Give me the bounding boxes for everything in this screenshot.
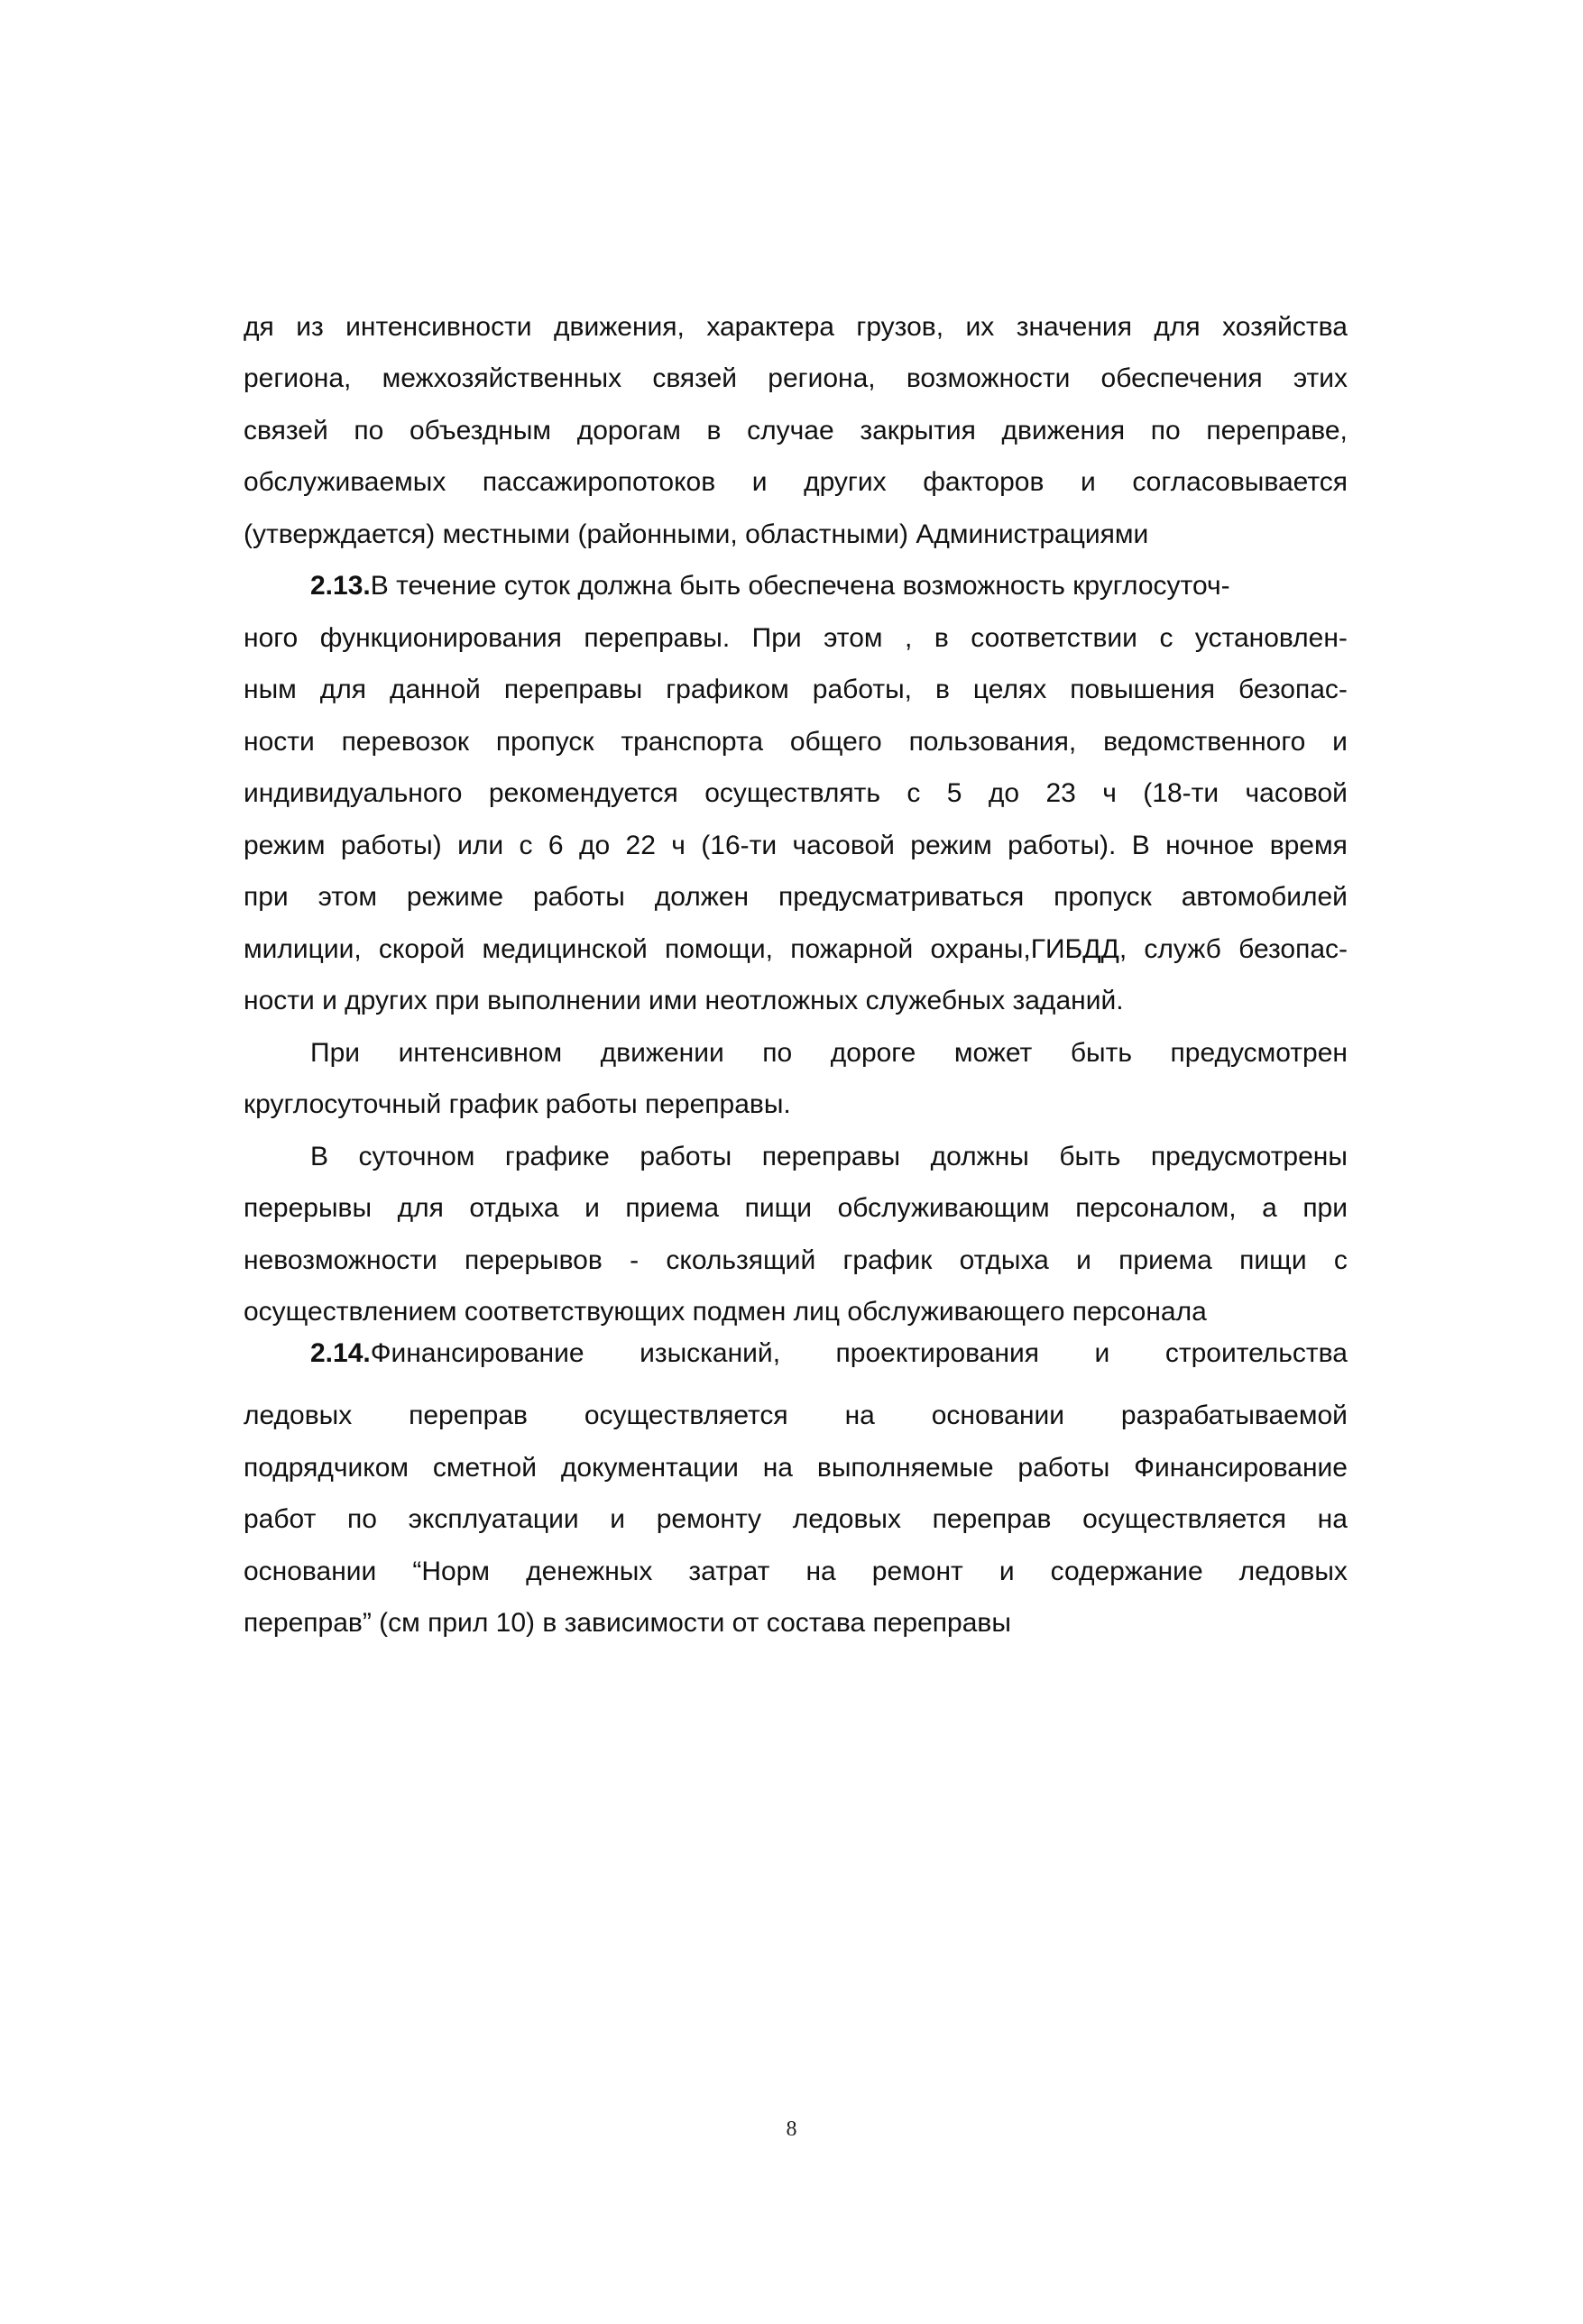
word: работы).	[1008, 830, 1117, 860]
word: на	[844, 1401, 875, 1431]
word: пропуск	[1054, 882, 1152, 913]
word: работы)	[340, 830, 442, 860]
text-line	[244, 1442, 1348, 1494]
text-line	[244, 457, 1348, 510]
word: отдыха	[959, 1245, 1049, 1275]
word: переправы.	[584, 622, 731, 653]
paragraph-daily-schedule	[244, 1131, 1348, 1338]
word: графиком	[666, 675, 789, 705]
word: переправы	[503, 675, 643, 705]
word: межхозяйственных	[382, 363, 622, 394]
word: ледовых	[1238, 1556, 1348, 1586]
word: переправы	[761, 1141, 901, 1171]
word: отдыха	[469, 1193, 559, 1224]
text-line	[244, 301, 1348, 354]
word: документации	[560, 1452, 739, 1483]
word: пищи	[1239, 1245, 1307, 1275]
word: помощи,	[665, 933, 774, 964]
word: обслуживаемых	[244, 467, 446, 498]
word: грузов,	[856, 311, 944, 342]
section-number: 2.14.	[310, 1338, 371, 1368]
word: по	[354, 415, 384, 446]
word: служб	[1144, 933, 1221, 964]
word: случае	[747, 415, 834, 446]
word: для	[397, 1193, 444, 1224]
word: 5	[946, 778, 962, 809]
document-body	[244, 301, 1348, 1649]
word: безопас-	[1238, 675, 1348, 705]
word: закрытия	[860, 415, 976, 446]
text-line	[244, 405, 1348, 457]
word: переправ	[932, 1504, 1052, 1535]
text-line: осуществлением соответствующих подмен лиц обслуживающего персонала	[244, 1297, 1207, 1327]
text-line	[244, 612, 1348, 665]
word: в	[706, 415, 722, 446]
word: с	[907, 778, 921, 809]
word: режиме	[406, 882, 504, 913]
word: пищи	[744, 1193, 813, 1224]
text-line: круглосуточный график работы переправы.	[244, 1089, 791, 1120]
word: с	[1159, 622, 1173, 653]
word: пользования,	[908, 726, 1077, 757]
word: проектирования	[835, 1338, 1040, 1368]
paragraph-2-14	[244, 1338, 1348, 1649]
word: других	[804, 467, 887, 498]
word: ности	[244, 726, 315, 757]
word: до	[578, 830, 611, 860]
word: этом	[824, 622, 883, 653]
paragraph-2-13	[244, 561, 1348, 1028]
text-line	[244, 923, 1348, 976]
word: пожарной	[790, 933, 914, 964]
word: переправе,	[1206, 415, 1348, 446]
word: часовой	[1245, 778, 1348, 809]
word: или	[457, 830, 504, 860]
word: и	[584, 1193, 600, 1224]
word: предусмотрен	[1170, 1037, 1348, 1068]
word: транспорта	[621, 726, 764, 757]
word: повышения	[1070, 675, 1215, 705]
word: общего	[789, 726, 882, 757]
word: ного	[244, 622, 299, 653]
word: выполняемые	[816, 1452, 994, 1483]
word: обслуживающим	[837, 1193, 1050, 1224]
paragraph-continuation	[244, 301, 1348, 561]
word: объездным	[410, 415, 552, 446]
word: основании	[244, 1556, 377, 1586]
word: невозможности	[244, 1245, 437, 1275]
text-line	[244, 768, 1348, 821]
word: работы	[532, 882, 625, 913]
word: 6	[548, 830, 564, 860]
text-line	[244, 1494, 1348, 1547]
text-line	[244, 1391, 1348, 1443]
word: подрядчиком	[244, 1452, 410, 1483]
word: соответствии	[971, 622, 1137, 653]
word: быть	[1059, 1141, 1121, 1171]
word: охраны,ГИБДД,	[930, 933, 1127, 964]
text-line	[244, 872, 1348, 924]
word: установлен-	[1194, 622, 1348, 653]
word: интенсивности	[345, 311, 532, 342]
word: скользящий	[666, 1245, 816, 1275]
word: согласовывается	[1132, 467, 1348, 498]
word: графике	[504, 1141, 610, 1171]
word: 23	[1045, 778, 1076, 809]
word: работы	[1017, 1452, 1110, 1483]
text-line: ности и других при выполнении ими неотложных служебных заданий.	[244, 986, 1124, 1016]
text-line-first	[244, 1131, 1348, 1183]
word: их	[965, 311, 995, 342]
word: денежных	[526, 1556, 653, 1586]
word: “Норм	[412, 1556, 491, 1586]
word: и	[610, 1504, 626, 1535]
word: должны	[930, 1141, 1029, 1171]
word: по	[347, 1504, 377, 1535]
word: ,	[905, 622, 913, 653]
word: персоналом,	[1075, 1193, 1237, 1224]
word: обеспечения	[1100, 363, 1263, 394]
word: осуществляется	[1082, 1504, 1286, 1535]
text-line: переправ” (см прил 10) в зависимости от состава переправы	[244, 1608, 1011, 1639]
word: региона,	[244, 363, 352, 394]
word: перерывов	[465, 1245, 603, 1275]
word: работ	[244, 1504, 317, 1535]
word: в	[934, 675, 950, 705]
text-line-content: В течение суток должна быть обеспечена возможность круглосуточ-	[370, 571, 1230, 602]
word: основании	[931, 1401, 1065, 1431]
word: рекомендуется	[488, 778, 678, 809]
word: ч	[671, 830, 686, 860]
section-number: 2.13.	[310, 571, 371, 602]
word: осуществлять	[704, 778, 881, 809]
word: приема	[1118, 1245, 1212, 1275]
word: с	[1333, 1245, 1348, 1275]
word: работы,	[812, 675, 912, 705]
word: и	[1094, 1338, 1110, 1368]
word: работы	[640, 1141, 732, 1171]
text-line	[244, 1235, 1348, 1287]
word: режим	[244, 830, 326, 860]
word: функционирования	[319, 622, 562, 653]
word: по	[1150, 415, 1181, 446]
word: затрат	[688, 1556, 770, 1586]
word: значения	[1016, 311, 1132, 342]
word: интенсивном	[398, 1037, 563, 1068]
word: в	[934, 622, 949, 653]
paragraph-round-the-clock	[244, 1027, 1348, 1131]
word: дороге	[830, 1037, 916, 1068]
word: на	[805, 1556, 836, 1586]
text-line	[244, 716, 1348, 768]
word: хозяйства	[1222, 311, 1348, 342]
word: 2.14.Финансирование	[310, 1338, 584, 1368]
word: целях	[972, 675, 1047, 705]
word: и	[1076, 1245, 1091, 1275]
word: данной	[390, 675, 481, 705]
word: движения,	[554, 311, 685, 342]
word: Финансирование	[1134, 1452, 1348, 1483]
word: перевозок	[341, 726, 470, 757]
word: безопас-	[1238, 933, 1348, 964]
word: при	[244, 882, 289, 913]
word: дорогам	[576, 415, 681, 446]
word: скорой	[378, 933, 465, 964]
word: содержание	[1050, 1556, 1203, 1586]
word: разрабатываемой	[1120, 1401, 1348, 1431]
word: режим	[910, 830, 992, 860]
word: предусматриваться	[778, 882, 1025, 913]
word: В	[1131, 830, 1150, 860]
word: факторов	[923, 467, 1045, 498]
word: приема	[625, 1193, 720, 1224]
word: с	[519, 830, 533, 860]
word: При	[751, 622, 802, 653]
word: ледовых	[792, 1504, 901, 1535]
page-number: 8	[786, 2117, 797, 2141]
word: перерывы	[244, 1193, 373, 1224]
text-line	[244, 1183, 1348, 1235]
word: этом	[318, 882, 377, 913]
word: связей	[244, 415, 328, 446]
text-line	[244, 1546, 1348, 1598]
word: эксплуатации	[408, 1504, 579, 1535]
word: дя	[244, 311, 274, 342]
word: пропуск	[495, 726, 594, 757]
word: суточном	[358, 1141, 475, 1171]
word: (18-ти	[1143, 778, 1219, 809]
word: переправ	[409, 1401, 528, 1431]
word: часовой	[792, 830, 895, 860]
word: на	[1317, 1504, 1348, 1535]
word: При	[310, 1037, 361, 1068]
word: на	[762, 1452, 793, 1483]
word: сметной	[432, 1452, 537, 1483]
word: график	[842, 1245, 933, 1275]
word: милиции,	[244, 933, 362, 964]
word: для	[319, 675, 367, 705]
word: строительства	[1164, 1338, 1348, 1368]
word: региона,	[768, 363, 876, 394]
word: для	[1154, 311, 1201, 342]
word: по	[762, 1037, 793, 1068]
word: и	[999, 1556, 1015, 1586]
word: индивидуального	[244, 778, 463, 809]
word: осуществляется	[584, 1401, 788, 1431]
word: ч	[1102, 778, 1117, 809]
word: пассажиропотоков	[482, 467, 716, 498]
word: при	[1302, 1193, 1348, 1224]
word: ным	[244, 675, 297, 705]
word: (16-ти	[701, 830, 778, 860]
word: и	[751, 467, 768, 498]
text-line	[244, 820, 1348, 872]
word: связей	[652, 363, 738, 394]
text-line: (утверждается) местными (районными, областными) Администрациями	[244, 519, 1149, 549]
word: движения	[1001, 415, 1126, 446]
text-line-first	[244, 1027, 1348, 1079]
word: ночное	[1165, 830, 1255, 860]
word: -	[630, 1245, 640, 1275]
word: ведомственного	[1103, 726, 1306, 757]
word: автомобилей	[1181, 882, 1348, 913]
word: ледовых	[244, 1401, 353, 1431]
word: время	[1269, 830, 1348, 860]
text-line-first	[244, 561, 1348, 613]
word: изысканий,	[640, 1338, 781, 1368]
word: из	[296, 311, 324, 342]
word: быть	[1070, 1037, 1132, 1068]
word: ремонт	[871, 1556, 963, 1586]
text-line	[244, 665, 1348, 717]
word: а	[1262, 1193, 1277, 1224]
word: 22	[625, 830, 656, 860]
word: В	[310, 1141, 329, 1171]
word: этих	[1293, 363, 1348, 394]
word: и	[1081, 467, 1096, 498]
word: движении	[600, 1037, 724, 1068]
word: и	[1332, 726, 1348, 757]
word: может	[953, 1037, 1033, 1068]
word: характера	[706, 311, 834, 342]
word: ремонту	[656, 1504, 762, 1535]
text-line-first	[244, 1338, 1348, 1391]
word: до	[988, 778, 1020, 809]
word: возможности	[906, 363, 1071, 394]
word: медицинской	[482, 933, 648, 964]
word: предусмотрены	[1150, 1141, 1348, 1171]
word: должен	[654, 882, 750, 913]
text-line	[244, 354, 1348, 406]
text-line-content	[310, 1338, 1348, 1369]
